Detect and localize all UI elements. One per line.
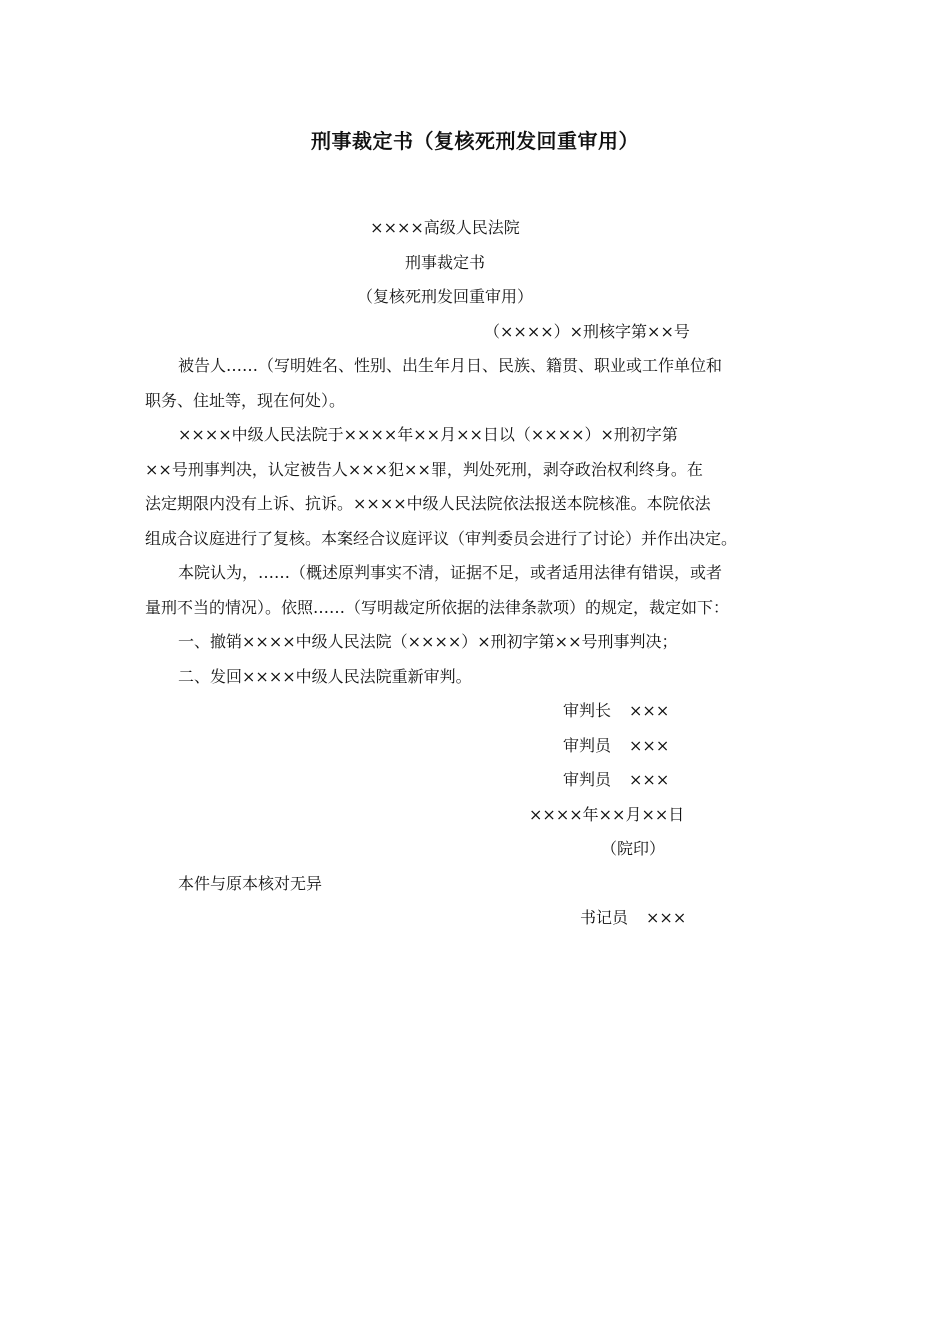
case-number: （××××）×刑核字第××号 bbox=[484, 322, 690, 341]
page-title: 刑事裁定书（复核死刑发回重审用） bbox=[311, 129, 639, 153]
judge-signature bbox=[563, 734, 669, 758]
signature-role: 审判员 bbox=[563, 770, 612, 789]
court-name: ××××高级人民法院 bbox=[370, 218, 520, 237]
defendant-paragraph-line: 被告人……（写明姓名、性别、出生年月日、民族、籍贯、职业或工作单位和 bbox=[178, 356, 723, 375]
background-paragraph-line: 法定期限内没有上诉、抗诉。××××中级人民法院依法报送本院核准。本院依法 bbox=[145, 494, 711, 513]
background-paragraph-line: 组成合议庭进行了复核。本案经合议庭评议（审判委员会进行了讨论）并作出决定。 bbox=[145, 529, 738, 548]
judge-signature bbox=[563, 768, 669, 792]
background-paragraph-line: ××××中级人民法院于××××年××月××日以（××××）×刑初字第 bbox=[178, 425, 678, 444]
opinion-paragraph-line: 本院认为，……（概述原判事实不清，证据不足，或者适用法律有错误，或者 bbox=[178, 563, 723, 582]
signature-role: 审判长 bbox=[563, 701, 612, 720]
ruling-item: 一、撤销××××中级人民法院（××××）×刑初字第××号刑事判决； bbox=[178, 632, 678, 651]
clerk-signature bbox=[580, 906, 686, 930]
defendant-paragraph-line: 职务、住址等，现在何处）。 bbox=[145, 391, 346, 410]
signature-name: ××× bbox=[629, 736, 670, 755]
ruling-date: ××××年××月××日 bbox=[529, 805, 685, 824]
background-paragraph-line: ××号刑事判决，认定被告人×××犯××罪，判处死刑，剥夺政治权利终身。在 bbox=[145, 460, 703, 479]
opinion-paragraph-line: 量刑不当的情况）。依照……（写明裁定所依据的法律条款项）的规定，裁定如下： bbox=[145, 598, 730, 617]
court-seal: （院印） bbox=[601, 839, 666, 858]
ruling-item: 二、发回××××中级人民法院重新审判。 bbox=[178, 667, 472, 686]
document-type: 刑事裁定书 bbox=[404, 253, 485, 272]
signature-name: ××× bbox=[629, 770, 670, 789]
verification-note: 本件与原本核对无异 bbox=[178, 874, 323, 893]
presiding-judge-signature bbox=[563, 699, 669, 723]
signature-role: 书记员 bbox=[580, 908, 629, 927]
signature-name: ××× bbox=[629, 701, 670, 720]
signature-name: ××× bbox=[646, 908, 687, 927]
signature-role: 审判员 bbox=[563, 736, 612, 755]
document-subtype: （复核死刑发回重审用） bbox=[356, 287, 533, 306]
